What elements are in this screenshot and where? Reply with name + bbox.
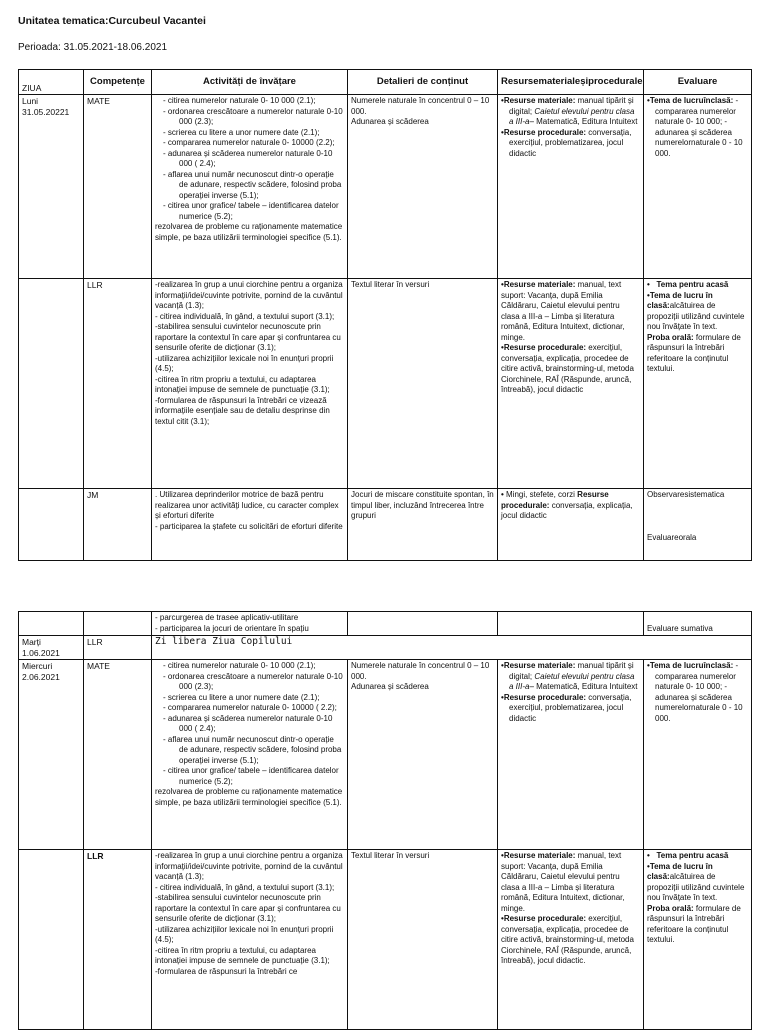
activity-item: rezolvarea de probleme cu raționamente matematice simple, pe baza utilizării terminologiei specifice (5.1). [155, 787, 343, 807]
evaluation-item: • Tema pentru acasă [647, 280, 748, 291]
col-header-content: Detalieri de conținut [348, 70, 498, 95]
competence-cell [84, 612, 152, 636]
activity-item: -stabilirea sensului cuvintelor necunoscute prin raportare la contextul în care apar și confruntarea cu sensurile oferite de dicționar (3.1); [155, 322, 341, 352]
evaluation-cell [644, 850, 752, 1030]
activity-item: -citirea în ritm propriu a textului, cu adaptarea intonației impuse de semnele de punctuație (3.1); [155, 945, 330, 965]
activity-item: - parcurgerea de trasee aplicativ-utilitare [155, 613, 299, 622]
competence-cell: JM [84, 489, 152, 561]
evaluation-item: Observaresistematica [647, 490, 725, 499]
evaluation-item: • Tema pentru acasă [647, 851, 748, 862]
activity-item: -utilizarea achizițiilor lexicale noi în enunțuri proprii (4.5); [155, 353, 334, 373]
table-row [19, 612, 752, 636]
document-title: Unitatea tematica:Curcubeul Vacantei [18, 15, 206, 27]
evaluation-item: • Tema de lucru în clasă:alcătuirea de propoziții utilizând cuvintele nou învățate în text. [647, 862, 748, 904]
resources-cell [498, 612, 644, 636]
activity-item: -stabilirea sensului cuvintelor necunoscute prin raportare la contextul în care apar și confruntarea cu sensurile oferite de dicționar (3.1); [155, 893, 341, 923]
document-period: Perioada: 31.05.2021-18.06.2021 [18, 42, 168, 53]
competence-cell: LLR [84, 850, 152, 1030]
activity-item: -utilizarea achizițiilor lexicale noi în enunțuri proprii (4.5); [155, 924, 334, 944]
resource-item: • Resurse procedurale: exercițiul, conversația, explicația, procedee de citire activă, brainstorming-ul, metoda Ciorchinele, RAÎ (Răspunde, aruncă, întreabă), jocul didactic [501, 343, 640, 396]
resources-cell [498, 95, 644, 279]
evaluation-cell [644, 660, 752, 850]
activity-item: . Utilizarea deprinderilor motrice de bază pentru realizarea unor activități ludice, cu caracter complex și eforturi diferite [155, 490, 339, 520]
evaluation-item: Proba orală: formulare de răspunsuri la întrebări referitoare la conținutul textului. [647, 903, 741, 944]
activity-item: - adunarea și scăderea numerelor naturale 0-10 000 ( 2.4); [163, 713, 333, 733]
evaluation-cell [644, 489, 752, 561]
col-header-competences: Competențe [84, 70, 152, 95]
table-header-row [19, 70, 752, 95]
activity-item: - ordonarea crescătoare a numerelor naturale 0-10 000 (2.3); [163, 106, 343, 126]
table-row [19, 279, 752, 489]
content-cell: Textul literar în versuri [348, 279, 498, 489]
activity-item: - compararea numerelor naturale 0- 10000 ( 2.2); [163, 703, 337, 712]
col-header-resources: Resursematerialeșiprocedurale [498, 70, 644, 95]
resource-item: • Resurse materiale: manual tipărit și digital; Caietul elevului pentru clasa a III-a– Matematică, Editura Intuitext [501, 96, 640, 128]
activity-item: - aflarea unui număr necunoscut dintr-o operație de adunare, respectiv scădere, folosind proba operației inverse (5.1); [163, 734, 342, 765]
free-day-note: Zi libera Ziua Copilului [152, 636, 752, 660]
resource-item: • Resurse procedurale: conversația, exercițiul, problematizarea, jocul didactic [501, 128, 640, 160]
col-header-evaluation: Evaluare [644, 70, 752, 95]
activity-item: -realizarea în grup a unui ciorchine pentru a organiza informații/idei/cuvinte potrivite, pornind de la cuvântul vacanță (1.3); [155, 280, 343, 310]
activity-item: rezolvarea de probleme cu raționamente matematice simple, pe baza utilizării terminologiei specifice (5.1). [155, 222, 343, 242]
evaluation-cell [644, 95, 752, 279]
col-header-day: ZIUA [19, 70, 84, 95]
table-row [19, 850, 752, 1030]
lesson-plan-table-page1 [18, 69, 752, 561]
activity-item: - citirea numerelor naturale 0- 10 000 (2.1); [163, 661, 316, 670]
evaluation-item: • Tema de lucru în clasă:alcătuirea de propoziții utilizând cuvintele nou învățate în text. [647, 291, 748, 333]
content-cell: Jocuri de miscare constituite spontan, în timpul liber, incluzând întrecerea între grupuri [348, 489, 498, 561]
competence-cell: LLR [84, 636, 152, 660]
resource-item: • Resurse procedurale: exercițiul, conversația, explicația, procedee de citire activă, brainstorming-ul, metoda Ciorchinele, RAÎ (Răspunde, aruncă, întreabă), jocul didactic. [501, 914, 640, 967]
competence-cell: LLR [84, 279, 152, 489]
activities-cell [152, 850, 348, 1030]
evaluation-item: • Tema de lucruînclasă: -compararea numerelor naturale 0- 10 000; - adunarea și scăderea numerelornaturale 0 - 10 000. [647, 96, 748, 159]
activity-item: - citirea unor grafice/ tabele – identificarea datelor numerice (5.2); [163, 201, 339, 221]
activity-item: - scrierea cu litere a unor numere date (2.1); [163, 127, 320, 137]
resources-cell [498, 660, 644, 850]
resource-item: • Resurse materiale: manual, text suport: Vacanța, după Emilia Căldăraru, Caietul elevului pentru clasa a III-a – Limba și literatura română, Editura Intuitext, dictionar, minge. [501, 851, 640, 914]
table-row [19, 489, 752, 561]
content-cell: Numerele naturale în concentrul 0 – 10 000. Adunarea și scăderea [348, 95, 498, 279]
day-cell: Luni 31.05.20221 [19, 95, 84, 279]
resources-cell [498, 850, 644, 1030]
evaluation-item: • Tema de lucruînclasă: -compararea numerelor naturale 0- 10 000; - adunarea și scăderea numerelornaturale 0 - 10 000. [647, 661, 748, 724]
activities-cell [152, 489, 348, 561]
activity-item: -formularea de răspunsuri la întrebări ce vizează informațiile esențiale sau de detaliu desprinse din textul citit (3.1); [155, 395, 330, 426]
content-cell: Numerele naturale în concentrul 0 – 10 000. Adunarea și scăderea [348, 660, 498, 850]
resource-item: • Mingi, stefete, corzi Resurse procedurale: conversația, explicația, jocul didactic [501, 490, 640, 522]
activity-item: - scrierea cu litere a unor numere date (2.1); [163, 692, 320, 702]
day-cell [19, 850, 84, 1030]
activity-item: - citirea individuală, în gând, a textului suport (3.1); [155, 882, 335, 892]
evaluation-cell: Evaluare sumativa [644, 612, 752, 636]
activity-item: -citirea în ritm propriu a textului, cu adaptarea intonației impuse de semnele de punctuație (3.1); [155, 374, 330, 394]
resources-cell [498, 279, 644, 489]
evaluation-item: Evaluareorala [647, 532, 697, 542]
activity-item: - aflarea unui număr necunoscut dintr-o operație de adunare, respectiv scădere, folosind proba operației inverse (5.1); [163, 169, 342, 200]
activity-item: - ordonarea crescătoare a numerelor naturale 0-10 000 (2.3); [163, 671, 343, 691]
content-cell: Textul literar în versuri [348, 850, 498, 1030]
day-cell [19, 279, 84, 489]
activity-item: - participarea la jocuri de orientare în spațiu [155, 623, 309, 633]
activities-cell [152, 279, 348, 489]
resource-item: • Resurse materiale: manual, text suport: Vacanța, după Emilia Căldăraru, Caietul elevului pentru clasa a III-a – Limba și literatura română, Editura Intuitext, dictionar, minge. [501, 280, 640, 343]
col-header-activities: Activități de învățare [152, 70, 348, 95]
lesson-plan-table-page2 [18, 611, 752, 1030]
activities-cell [152, 95, 348, 279]
day-cell [19, 612, 84, 636]
activity-item: - citirea unor grafice/ tabele – identificarea datelor numerice (5.2); [163, 766, 339, 786]
day-cell: Marți 1.06.2021 [19, 636, 84, 660]
content-cell [348, 612, 498, 636]
activities-cell [152, 660, 348, 850]
activity-item: - citirea numerelor naturale 0- 10 000 (2.1); [163, 96, 316, 105]
day-cell [19, 489, 84, 561]
competence-cell: MATE [84, 95, 152, 279]
activities-cell [152, 612, 348, 636]
activity-item: - participarea la ștafete cu solicitări de eforturi diferite [155, 521, 343, 531]
table-row [19, 660, 752, 850]
day-cell: Miercuri 2.06.2021 [19, 660, 84, 850]
resource-item: • Resurse procedurale: conversația, exercițiul, problematizarea, jocul didactic [501, 693, 640, 725]
activity-item: -realizarea în grup a unui ciorchine pentru a organiza informații/idei/cuvinte potrivite, pornind de la cuvântul vacanță (1.3); [155, 851, 343, 881]
activity-item: -formularea de răspunsuri la întrebări ce [155, 966, 298, 976]
resource-item: • Resurse materiale: manual tipărit și digital; Caietul elevului pentru clasa a III-a– Matematică, Editura Intuitext [501, 661, 640, 693]
resources-cell [498, 489, 644, 561]
activity-item: - citirea individuală, în gând, a textului suport (3.1); [155, 311, 335, 321]
activity-item: - compararea numerelor naturale 0- 10000 (2.2); [163, 138, 335, 147]
table-row [19, 636, 752, 660]
competence-cell: MATE [84, 660, 152, 850]
evaluation-item: Proba orală: formulare de răspunsuri la întrebări referitoare la conținutul textului. [647, 332, 741, 373]
table-row [19, 95, 752, 279]
activity-item: - adunarea și scăderea numerelor naturale 0-10 000 ( 2.4); [163, 148, 333, 168]
evaluation-cell [644, 279, 752, 489]
